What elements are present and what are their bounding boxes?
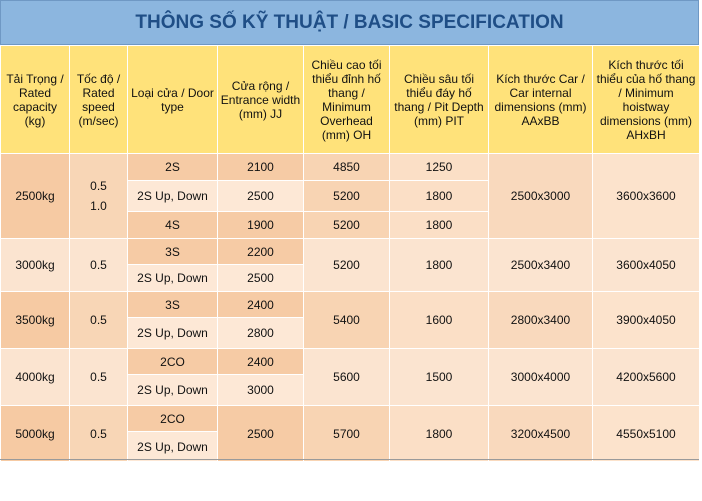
table-row — [1, 406, 700, 432]
header-row — [1, 46, 700, 154]
width-cell: 2400 — [218, 292, 304, 318]
car-cell: 2800x3400 — [489, 292, 593, 349]
car-cell: 2500x3000 — [489, 154, 593, 239]
table-row — [1, 292, 700, 318]
width-cell: 2400 — [218, 349, 304, 375]
pit-cell: 1250 — [390, 154, 489, 181]
hoistway-cell: 3600x3600 — [593, 154, 700, 239]
table-row — [1, 154, 700, 181]
overhead-cell: 5200 — [304, 181, 390, 212]
capacity-cell: 3500kg — [1, 292, 70, 349]
car-cell: 3000x4000 — [489, 349, 593, 406]
door-type-cell: 3S — [128, 239, 218, 265]
overhead-cell: 5200 — [304, 239, 390, 292]
overhead-cell: 5600 — [304, 349, 390, 406]
hoistway-cell: 3600x4050 — [593, 239, 700, 292]
hoistway-cell: 3900x4050 — [593, 292, 700, 349]
width-cell: 2500 — [218, 181, 304, 212]
overhead-cell: 5200 — [304, 212, 390, 239]
header-hoistway-dimensions: Kích thước tối thiểu của hố thang / Minimum hoistway dimensions (mm) AHxBH — [593, 46, 700, 154]
width-cell: 2100 — [218, 154, 304, 181]
door-type-cell: 2S Up, Down — [128, 265, 218, 292]
speed-cell: 0.5 — [70, 406, 128, 462]
door-type-cell: 2S Up, Down — [128, 181, 218, 212]
capacity-cell: 4000kg — [1, 349, 70, 406]
header-speed: Tốc độ / Rated speed (m/sec) — [70, 46, 128, 154]
capacity-cell: 3000kg — [1, 239, 70, 292]
speed-cell — [70, 154, 128, 239]
car-cell: 3200x4500 — [489, 406, 593, 462]
door-type-cell: 2S — [128, 154, 218, 181]
header-car-dimensions: Kích thước Car / Car internal dimensions (mm) AAxBB — [489, 46, 593, 154]
header-entrance-width: Cửa rộng / Entrance width (mm) JJ — [218, 46, 304, 154]
header-door-type: Loại cửa / Door type — [128, 46, 218, 154]
pit-cell: 1800 — [390, 406, 489, 462]
overhead-cell: 4850 — [304, 154, 390, 181]
overhead-cell: 5400 — [304, 292, 390, 349]
door-type-cell: 2CO — [128, 406, 218, 432]
pit-cell: 1600 — [390, 292, 489, 349]
width-cell: 2500 — [218, 406, 304, 462]
header-capacity: Tải Trọng / Rated capacity (kg) — [1, 46, 70, 154]
spec-table — [0, 45, 700, 462]
door-type-cell: 3S — [128, 292, 218, 318]
pit-cell: 1800 — [390, 212, 489, 239]
width-cell: 2200 — [218, 239, 304, 265]
speed-value: 1.0 — [90, 199, 107, 213]
pit-cell: 1500 — [390, 349, 489, 406]
speed-cell: 0.5 — [70, 239, 128, 292]
width-cell: 2800 — [218, 318, 304, 349]
pit-cell: 1800 — [390, 239, 489, 292]
pit-cell: 1800 — [390, 181, 489, 212]
capacity-cell: 2500kg — [1, 154, 70, 239]
hoistway-cell: 4200x5600 — [593, 349, 700, 406]
overhead-cell: 5700 — [304, 406, 390, 462]
speed-cell: 0.5 — [70, 292, 128, 349]
capacity-cell: 5000kg — [1, 406, 70, 462]
hoistway-cell: 4550x5100 — [593, 406, 700, 462]
page-title: THÔNG SỐ KỸ THUẬT / BASIC SPECIFICATION — [0, 0, 699, 45]
door-type-cell: 2CO — [128, 349, 218, 375]
speed-cell: 0.5 — [70, 349, 128, 406]
width-cell: 1900 — [218, 212, 304, 239]
door-type-cell: 2S Up, Down — [128, 375, 218, 406]
width-cell: 3000 — [218, 375, 304, 406]
width-cell: 2500 — [218, 265, 304, 292]
header-pit-depth: Chiều sâu tối thiểu đáy hố thang / Pit Depth (mm) PIT — [390, 46, 489, 154]
table-bottom-border — [0, 459, 699, 460]
table-row — [1, 239, 700, 265]
car-cell: 2500x3400 — [489, 239, 593, 292]
table-row — [1, 349, 700, 375]
door-type-cell: 2S Up, Down — [128, 318, 218, 349]
door-type-cell: 4S — [128, 212, 218, 239]
speed-value: 0.5 — [90, 179, 107, 193]
door-type-cell: 2S Up, Down — [128, 432, 218, 462]
header-overhead: Chiều cao tối thiểu đỉnh hố thang / Minimum Overhead (mm) OH — [304, 46, 390, 154]
